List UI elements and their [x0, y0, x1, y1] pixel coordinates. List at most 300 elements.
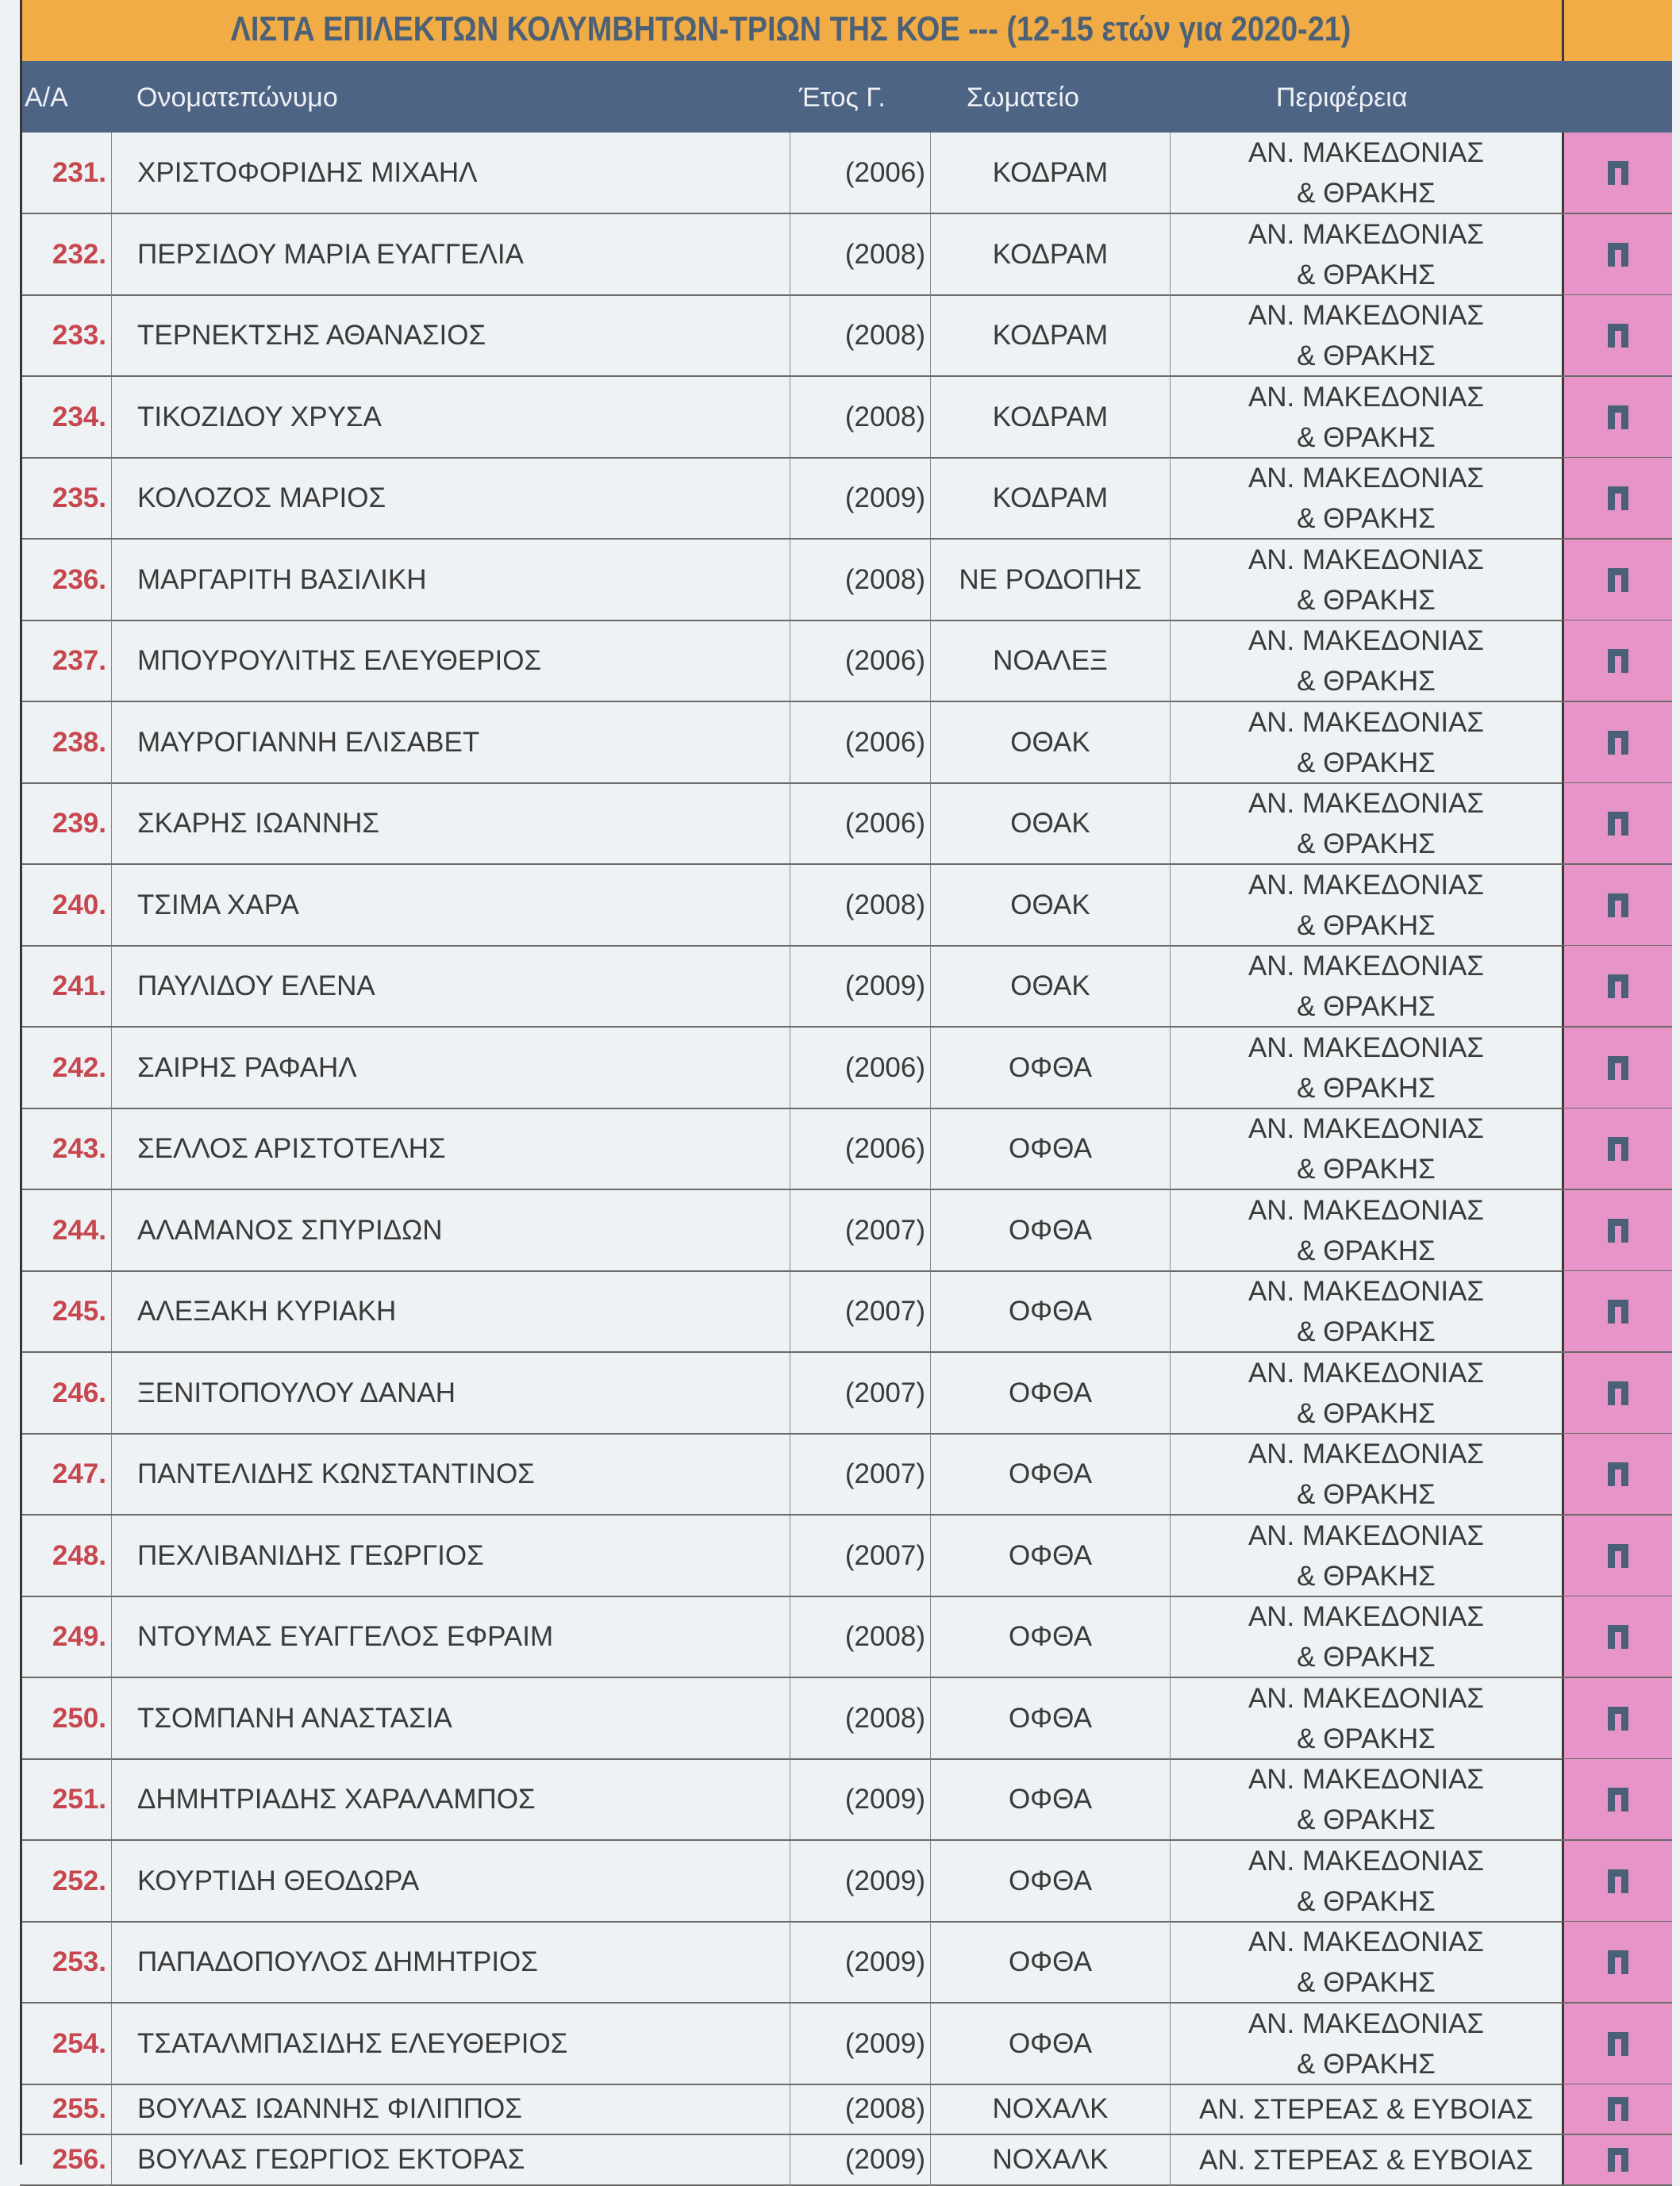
region-name-text: ΑΝ. ΜΑΚΕΔΟΝΙΑΣ & ΘΡΑΚΗΣ	[1248, 1600, 1485, 1673]
table-header	[20, 61, 1672, 133]
swimmer-name	[111, 865, 790, 945]
region-name-text: ΑΝ. ΜΑΚΕΔΟΝΙΑΣ & ΘΡΑΚΗΣ	[1248, 1194, 1485, 1266]
club-name-text: ΟΦΘΑ	[1008, 1051, 1093, 1083]
swimmer-name	[111, 702, 790, 782]
region-name-text: ΑΝ. ΜΑΚΕΔΟΝΙΑΣ & ΘΡΑΚΗΣ	[1248, 706, 1485, 778]
swimmer-name	[111, 1434, 790, 1514]
pi-mark-icon	[1608, 731, 1628, 755]
region-name	[1170, 702, 1562, 782]
row-number	[20, 783, 111, 863]
swimmer-name	[111, 783, 790, 863]
region-name	[1170, 540, 1562, 620]
row-number-text: 251.	[52, 1783, 106, 1815]
pi-mark-icon	[1608, 486, 1628, 510]
birth-year	[790, 1678, 930, 1758]
row-number	[20, 377, 111, 457]
flag-cell	[1562, 702, 1672, 782]
row-number-text: 231.	[52, 156, 106, 188]
region-name	[1170, 1108, 1562, 1189]
pi-mark-icon	[1608, 1056, 1628, 1080]
birth-year-text: (2009)	[844, 1865, 925, 1896]
swimmer-name-text: ΠΕΡΣΙΔΟΥ ΜΑΡΙΑ ΕΥΑΓΓΕΛΙΑ	[137, 238, 524, 270]
club-name-text: ΚΟΔΡΑΜ	[992, 401, 1109, 432]
row-number	[20, 1190, 111, 1270]
birth-year	[790, 2084, 930, 2134]
pi-mark-icon	[1608, 1950, 1628, 1974]
birth-year	[790, 1434, 930, 1514]
row-number	[20, 1678, 111, 1758]
pi-mark-icon	[1608, 1462, 1628, 1486]
birth-year-text: (2008)	[844, 319, 925, 351]
club-name	[930, 540, 1170, 620]
swimmer-name	[111, 1190, 790, 1270]
row-number-text: 236.	[52, 563, 106, 595]
swimmer-name-text: ΧΡΙΣΤΟΦΟΡΙΔΗΣ ΜΙΧΑΗΛ	[137, 156, 478, 188]
region-name	[1170, 1028, 1562, 1108]
club-name	[930, 458, 1170, 538]
swimmer-name	[111, 1271, 790, 1351]
swimmer-name	[111, 1678, 790, 1758]
birth-year-text: (2006)	[844, 807, 925, 839]
birth-year-text: (2006)	[844, 156, 925, 188]
birth-year	[790, 865, 930, 945]
header-club: Σωματείο	[967, 83, 1079, 113]
table-row	[20, 540, 1672, 621]
region-name	[1170, 2004, 1562, 2084]
birth-year-text: (2008)	[844, 238, 925, 270]
birth-year	[790, 458, 930, 538]
row-number-text: 234.	[52, 401, 106, 432]
flag-cell	[1562, 1434, 1672, 1514]
pi-mark-icon	[1608, 1544, 1628, 1568]
club-name	[930, 620, 1170, 701]
pi-mark-icon	[1608, 1869, 1628, 1893]
flag-cell	[1562, 1678, 1672, 1758]
row-number-text: 245.	[52, 1295, 106, 1327]
flag-cell	[1562, 1028, 1672, 1108]
flag-cell	[1562, 1759, 1672, 1839]
table-row	[20, 620, 1672, 702]
swimmer-name-text: ΤΕΡΝΕΚΤΣΗΣ ΑΘΑΝΑΣΙΟΣ	[137, 319, 486, 351]
pi-mark-icon	[1608, 405, 1628, 429]
table-row	[20, 377, 1672, 459]
club-name-text: ΟΦΘΑ	[1008, 2027, 1093, 2059]
birth-year-text: (2006)	[844, 1051, 925, 1083]
row-number	[20, 620, 111, 701]
pi-mark-icon	[1608, 2097, 1628, 2121]
row-number	[20, 1108, 111, 1189]
row-number-text: 242.	[52, 1051, 106, 1083]
row-number	[20, 1028, 111, 1108]
pi-mark-icon	[1608, 1381, 1628, 1405]
pi-mark-icon	[1608, 1137, 1628, 1161]
club-name	[930, 133, 1170, 213]
birth-year	[790, 1190, 930, 1270]
row-number-text: 244.	[52, 1214, 106, 1246]
club-name-text: ΟΦΘΑ	[1008, 1214, 1093, 1246]
birth-year-text: (2009)	[844, 482, 925, 513]
club-name-text: ΟΦΘΑ	[1008, 1783, 1093, 1815]
row-number	[20, 2004, 111, 2084]
row-number	[20, 1271, 111, 1351]
region-name	[1170, 2084, 1562, 2134]
row-number	[20, 702, 111, 782]
club-name-text: ΚΟΔΡΑΜ	[992, 319, 1109, 351]
row-number	[20, 458, 111, 538]
row-number	[20, 865, 111, 945]
swimmer-name-text: ΒΟΥΛΑΣ ΙΩΑΝΝΗΣ ΦΙΛΙΠΠΟΣ	[137, 2093, 522, 2124]
swimmer-name	[111, 1596, 790, 1677]
row-number	[20, 214, 111, 294]
club-name	[930, 946, 1170, 1026]
birth-year	[790, 1841, 930, 1921]
club-name-text: ΟΦΘΑ	[1008, 1132, 1093, 1164]
club-name	[930, 1759, 1170, 1839]
flag-cell	[1562, 1353, 1672, 1433]
club-name-text: ΝΕ ΡΟΔΟΠΗΣ	[959, 563, 1142, 595]
club-name	[930, 865, 1170, 945]
swimmer-name	[111, 1841, 790, 1921]
table-row	[20, 783, 1672, 865]
table-row	[20, 702, 1672, 784]
club-name-text: ΚΟΔΡΑΜ	[992, 238, 1109, 270]
flag-cell	[1562, 2135, 1672, 2184]
row-number-text: 237.	[52, 644, 106, 676]
table-row	[20, 1028, 1672, 1109]
swimmer-name	[111, 2004, 790, 2084]
title-band	[20, 0, 1672, 63]
region-name-text: ΑΝ. ΜΑΚΕΔΟΝΙΑΣ & ΘΡΑΚΗΣ	[1248, 1032, 1485, 1104]
table-row	[20, 1516, 1672, 1597]
row-number-text: 250.	[52, 1702, 106, 1734]
flag-cell	[1562, 865, 1672, 945]
pi-mark-icon	[1608, 893, 1628, 917]
table-row	[20, 133, 1672, 214]
region-name-text: ΑΝ. ΣΤΕΡΕΑΣ & ΕΥΒΟΙΑΣ	[1199, 2093, 1533, 2125]
birth-year	[790, 702, 930, 782]
swimmer-name-text: ΒΟΥΛΑΣ ΓΕΩΡΓΙΟΣ ΕΚΤΟΡΑΣ	[137, 2144, 525, 2175]
region-name-text: ΑΝ. ΜΑΚΕΔΟΝΙΑΣ & ΘΡΑΚΗΣ	[1248, 1519, 1485, 1592]
flag-cell	[1562, 540, 1672, 620]
club-name	[930, 783, 1170, 863]
row-number-text: 256.	[52, 2144, 106, 2175]
region-name	[1170, 1841, 1562, 1921]
club-name	[930, 1516, 1170, 1596]
table-row	[20, 1922, 1672, 2004]
flag-cell	[1562, 214, 1672, 294]
pi-mark-icon	[1608, 1300, 1628, 1324]
region-name-text: ΑΝ. ΜΑΚΕΔΟΝΙΑΣ & ΘΡΑΚΗΣ	[1248, 1682, 1485, 1754]
swimmer-name-text: ΜΑΥΡΟΓΙΑΝΝΗ ΕΛΙΣΑΒΕΤ	[137, 726, 480, 758]
club-name-text: ΟΘΑΚ	[1010, 726, 1090, 758]
region-name	[1170, 1271, 1562, 1351]
swimmer-name	[111, 2135, 790, 2184]
region-name-text: ΑΝ. ΜΑΚΕΔΟΝΙΑΣ & ΘΡΑΚΗΣ	[1248, 218, 1485, 290]
birth-year-text: (2009)	[844, 970, 925, 1001]
birth-year	[790, 377, 930, 457]
swimmer-name	[111, 133, 790, 213]
table-row	[20, 1596, 1672, 1678]
row-number	[20, 2135, 111, 2184]
region-name	[1170, 133, 1562, 213]
swimmer-name-text: ΝΤΟΥΜΑΣ ΕΥΑΓΓΕΛΟΣ ΕΦΡΑΙΜ	[137, 1620, 554, 1652]
swimmer-name-text: ΣΑΙΡΗΣ ΡΑΦΑΗΛ	[137, 1051, 357, 1083]
row-number-text: 249.	[52, 1620, 106, 1652]
table-row	[20, 1759, 1672, 1841]
header-number: Α/Α	[25, 83, 68, 113]
birth-year-text: (2007)	[844, 1539, 925, 1571]
region-name-text: ΑΝ. ΜΑΚΕΔΟΝΙΑΣ & ΘΡΑΚΗΣ	[1248, 544, 1485, 616]
swimmer-name-text: ΜΑΡΓΑΡΙΤΗ ΒΑΣΙΛΙΚΗ	[137, 563, 427, 595]
birth-year-text: (2008)	[844, 889, 925, 920]
flag-cell	[1562, 1922, 1672, 2002]
swimmer-name	[111, 1922, 790, 2002]
birth-year	[790, 783, 930, 863]
selection-list-sheet	[20, 0, 1672, 2176]
swimmer-name-text: ΣΚΑΡΗΣ ΙΩΑΝΝΗΣ	[137, 807, 380, 839]
birth-year	[790, 2135, 930, 2184]
table-row	[20, 2135, 1672, 2186]
club-name	[930, 702, 1170, 782]
swimmer-name-text: ΠΑΝΤΕΛΙΔΗΣ ΚΩΝΣΤΑΝΤΙΝΟΣ	[137, 1458, 535, 1489]
row-number	[20, 540, 111, 620]
swimmer-name-text: ΤΙΚΟΖΙΔΟΥ ΧΡΥΣΑ	[137, 401, 382, 432]
swimmer-name-text: ΠΑΠΑΔΟΠΟΥΛΟΣ ΔΗΜΗΤΡΙΟΣ	[137, 1946, 538, 1977]
region-name-text: ΑΝ. ΜΑΚΕΔΟΝΙΑΣ & ΘΡΑΚΗΣ	[1248, 462, 1485, 534]
flag-cell	[1562, 1841, 1672, 1921]
region-name	[1170, 783, 1562, 863]
swimmer-name	[111, 1759, 790, 1839]
header-name: Ονοματεπώνυμο	[136, 83, 338, 113]
birth-year	[790, 620, 930, 701]
swimmer-name	[111, 377, 790, 457]
pi-mark-icon	[1608, 1707, 1628, 1731]
row-number	[20, 1841, 111, 1921]
club-name-text: ΝΟΧΑΛΚ	[992, 2093, 1109, 2124]
row-number-text: 252.	[52, 1865, 106, 1896]
swimmer-name-text: ΑΛΕΞΑΚΗ ΚΥΡΙΑΚΗ	[137, 1295, 397, 1327]
birth-year	[790, 1759, 930, 1839]
birth-year-text: (2007)	[844, 1458, 925, 1489]
table-row	[20, 1678, 1672, 1760]
club-name	[930, 2084, 1170, 2134]
club-name	[930, 1678, 1170, 1758]
birth-year-text: (2007)	[844, 1214, 925, 1246]
flag-cell	[1562, 1271, 1672, 1351]
club-name-text: ΚΟΔΡΑΜ	[992, 482, 1109, 513]
birth-year	[790, 133, 930, 213]
flag-cell	[1562, 1190, 1672, 1270]
club-name	[930, 1841, 1170, 1921]
header-year: Έτος Γ.	[799, 83, 886, 113]
club-name-text: ΟΦΘΑ	[1008, 1620, 1093, 1652]
pi-mark-icon	[1608, 1625, 1628, 1649]
flag-cell	[1562, 2084, 1672, 2134]
swimmer-name	[111, 458, 790, 538]
region-name	[1170, 1678, 1562, 1758]
swimmer-name	[111, 214, 790, 294]
region-name	[1170, 214, 1562, 294]
region-name-text: ΑΝ. ΜΑΚΕΔΟΝΙΑΣ & ΘΡΑΚΗΣ	[1248, 1926, 1485, 1998]
birth-year-text: (2008)	[844, 1620, 925, 1652]
club-name-text: ΟΦΘΑ	[1008, 1295, 1093, 1327]
swimmer-name	[111, 946, 790, 1026]
pi-mark-icon	[1608, 243, 1628, 267]
swimmer-name	[111, 1353, 790, 1433]
swimmer-name	[111, 295, 790, 375]
region-name-text: ΑΝ. ΜΑΚΕΔΟΝΙΑΣ & ΘΡΑΚΗΣ	[1248, 1112, 1485, 1185]
region-name-text: ΑΝ. ΜΑΚΕΔΟΝΙΑΣ & ΘΡΑΚΗΣ	[1248, 1845, 1485, 1917]
pi-mark-icon	[1608, 974, 1628, 998]
club-name	[930, 2004, 1170, 2084]
birth-year-text: (2009)	[844, 1783, 925, 1815]
row-number-text: 239.	[52, 807, 106, 839]
birth-year-text: (2008)	[844, 1702, 925, 1734]
club-name-text: ΝΟΧΑΛΚ	[992, 2144, 1109, 2175]
birth-year-text: (2006)	[844, 726, 925, 758]
row-number	[20, 133, 111, 213]
pi-mark-icon	[1608, 568, 1628, 592]
table-row	[20, 1271, 1672, 1353]
birth-year-text: (2009)	[844, 2144, 925, 2175]
pi-mark-icon	[1608, 649, 1628, 673]
birth-year	[790, 214, 930, 294]
flag-cell	[1562, 946, 1672, 1026]
row-number-text: 233.	[52, 319, 106, 351]
region-name-text: ΑΝ. ΜΑΚΕΔΟΝΙΑΣ & ΘΡΑΚΗΣ	[1248, 299, 1485, 371]
row-number-text: 253.	[52, 1946, 106, 1977]
club-name-text: ΚΟΔΡΑΜ	[992, 156, 1109, 188]
row-number	[20, 1434, 111, 1514]
club-name-text: ΟΦΘΑ	[1008, 1539, 1093, 1571]
table-row	[20, 214, 1672, 296]
club-name	[930, 2135, 1170, 2184]
region-name	[1170, 377, 1562, 457]
swimmer-name-text: ΤΣΙΜΑ ΧΑΡΑ	[137, 889, 299, 920]
club-name-text: ΟΦΘΑ	[1008, 1458, 1093, 1489]
region-name	[1170, 458, 1562, 538]
swimmer-name-text: ΚΟΛΟΖΟΣ ΜΑΡΙΟΣ	[137, 482, 386, 513]
flag-cell	[1562, 620, 1672, 701]
birth-year	[790, 2004, 930, 2084]
region-name-text: ΑΝ. ΜΑΚΕΔΟΝΙΑΣ & ΘΡΑΚΗΣ	[1248, 624, 1485, 697]
swimmer-name-text: ΑΛΑΜΑΝΟΣ ΣΠΥΡΙΔΩΝ	[137, 1214, 443, 1246]
flag-cell	[1562, 783, 1672, 863]
row-number	[20, 1596, 111, 1677]
club-name-text: ΟΘΑΚ	[1010, 889, 1090, 920]
club-name	[930, 1271, 1170, 1351]
swimmer-name	[111, 1028, 790, 1108]
pi-mark-icon	[1608, 2148, 1628, 2172]
region-name	[1170, 865, 1562, 945]
pi-mark-icon	[1608, 1788, 1628, 1811]
region-name-text: ΑΝ. ΜΑΚΕΔΟΝΙΑΣ & ΘΡΑΚΗΣ	[1248, 787, 1485, 859]
birth-year-text: (2009)	[844, 1946, 925, 1977]
club-name-text: ΟΦΘΑ	[1008, 1377, 1093, 1408]
club-name	[930, 377, 1170, 457]
swimmer-name-text: ΜΠΟΥΡΟΥΛΙΤΗΣ ΕΛΕΥΘΕΡΙΟΣ	[137, 644, 542, 676]
region-name	[1170, 1922, 1562, 2002]
flag-cell	[1562, 1516, 1672, 1596]
birth-year	[790, 946, 930, 1026]
region-name-text: ΑΝ. ΜΑΚΕΔΟΝΙΑΣ & ΘΡΑΚΗΣ	[1248, 1357, 1485, 1429]
region-name	[1170, 1596, 1562, 1677]
swimmer-name-text: ΣΕΛΛΟΣ ΑΡΙΣΤΟΤΕΛΗΣ	[137, 1132, 446, 1164]
birth-year-text: (2007)	[844, 1295, 925, 1327]
club-name	[930, 1028, 1170, 1108]
row-number	[20, 1516, 111, 1596]
club-name-text: ΟΦΘΑ	[1008, 1702, 1093, 1734]
region-name-text: ΑΝ. ΜΑΚΕΔΟΝΙΑΣ & ΘΡΑΚΗΣ	[1248, 869, 1485, 941]
swimmer-name-text: ΚΟΥΡΤΙΔΗ ΘΕΟΔΩΡΑ	[137, 1865, 420, 1896]
club-name	[930, 1922, 1170, 2002]
club-name-text: ΟΘΑΚ	[1010, 970, 1090, 1001]
region-name	[1170, 1434, 1562, 1514]
swimmer-name-text: ΞΕΝΙΤΟΠΟΥΛΟΥ ΔΑΝΑΗ	[137, 1377, 456, 1408]
table-row	[20, 1841, 1672, 1923]
row-number	[20, 2084, 111, 2134]
swimmer-name-text: ΔΗΜΗΤΡΙΑΔΗΣ ΧΑΡΑΛΑΜΠΟΣ	[137, 1783, 536, 1815]
club-name-text: ΟΦΘΑ	[1008, 1946, 1093, 1977]
flag-cell	[1562, 1108, 1672, 1189]
birth-year	[790, 540, 930, 620]
birth-year-text: (2008)	[844, 401, 925, 432]
region-name-text: ΑΝ. ΜΑΚΕΔΟΝΙΑΣ & ΘΡΑΚΗΣ	[1248, 381, 1485, 453]
birth-year	[790, 295, 930, 375]
table-row	[20, 458, 1672, 540]
birth-year-text: (2006)	[844, 644, 925, 676]
row-number-text: 247.	[52, 1458, 106, 1489]
birth-year	[790, 1516, 930, 1596]
table-row	[20, 1353, 1672, 1435]
region-name	[1170, 946, 1562, 1026]
region-name-text: ΑΝ. ΜΑΚΕΔΟΝΙΑΣ & ΘΡΑΚΗΣ	[1248, 1763, 1485, 1835]
row-number-text: 254.	[52, 2027, 106, 2059]
birth-year-text: (2007)	[844, 1377, 925, 1408]
region-name-text: ΑΝ. ΜΑΚΕΔΟΝΙΑΣ & ΘΡΑΚΗΣ	[1248, 1275, 1485, 1347]
page-title: ΛΙΣΤΑ ΕΠΙΛΕΚΤΩΝ ΚΟΛΥΜΒΗΤΩΝ-ΤΡΙΩΝ ΤΗΣ ΚΟΕ --- (12-15 ετών για 2020-21)	[230, 10, 1351, 48]
left-border	[20, 0, 22, 2165]
row-number-text: 248.	[52, 1539, 106, 1571]
region-name	[1170, 1190, 1562, 1270]
header-region: Περιφέρεια	[1276, 83, 1408, 113]
swimmer-name-text: ΤΣΟΜΠΑΝΗ ΑΝΑΣΤΑΣΙΑ	[137, 1702, 452, 1734]
region-name-text: ΑΝ. ΜΑΚΕΔΟΝΙΑΣ & ΘΡΑΚΗΣ	[1248, 950, 1485, 1022]
birth-year	[790, 1922, 930, 2002]
pi-mark-icon	[1608, 161, 1628, 185]
club-name-text: ΟΦΘΑ	[1008, 1865, 1093, 1896]
birth-year-text: (2009)	[844, 2027, 925, 2059]
pi-mark-icon	[1608, 2032, 1628, 2056]
row-number-text: 235.	[52, 482, 106, 513]
table-row	[20, 1190, 1672, 1272]
row-number	[20, 295, 111, 375]
swimmer-name	[111, 2084, 790, 2134]
club-name	[930, 1434, 1170, 1514]
birth-year	[790, 1108, 930, 1189]
row-number-text: 238.	[52, 726, 106, 758]
table-row	[20, 2084, 1672, 2135]
row-number	[20, 1353, 111, 1433]
table-row	[20, 1108, 1672, 1190]
row-number-text: 246.	[52, 1377, 106, 1408]
swimmer-name	[111, 1108, 790, 1189]
pi-mark-icon	[1608, 324, 1628, 348]
region-name	[1170, 1353, 1562, 1433]
flag-cell	[1562, 2004, 1672, 2084]
table-row	[20, 865, 1672, 947]
region-name	[1170, 620, 1562, 701]
